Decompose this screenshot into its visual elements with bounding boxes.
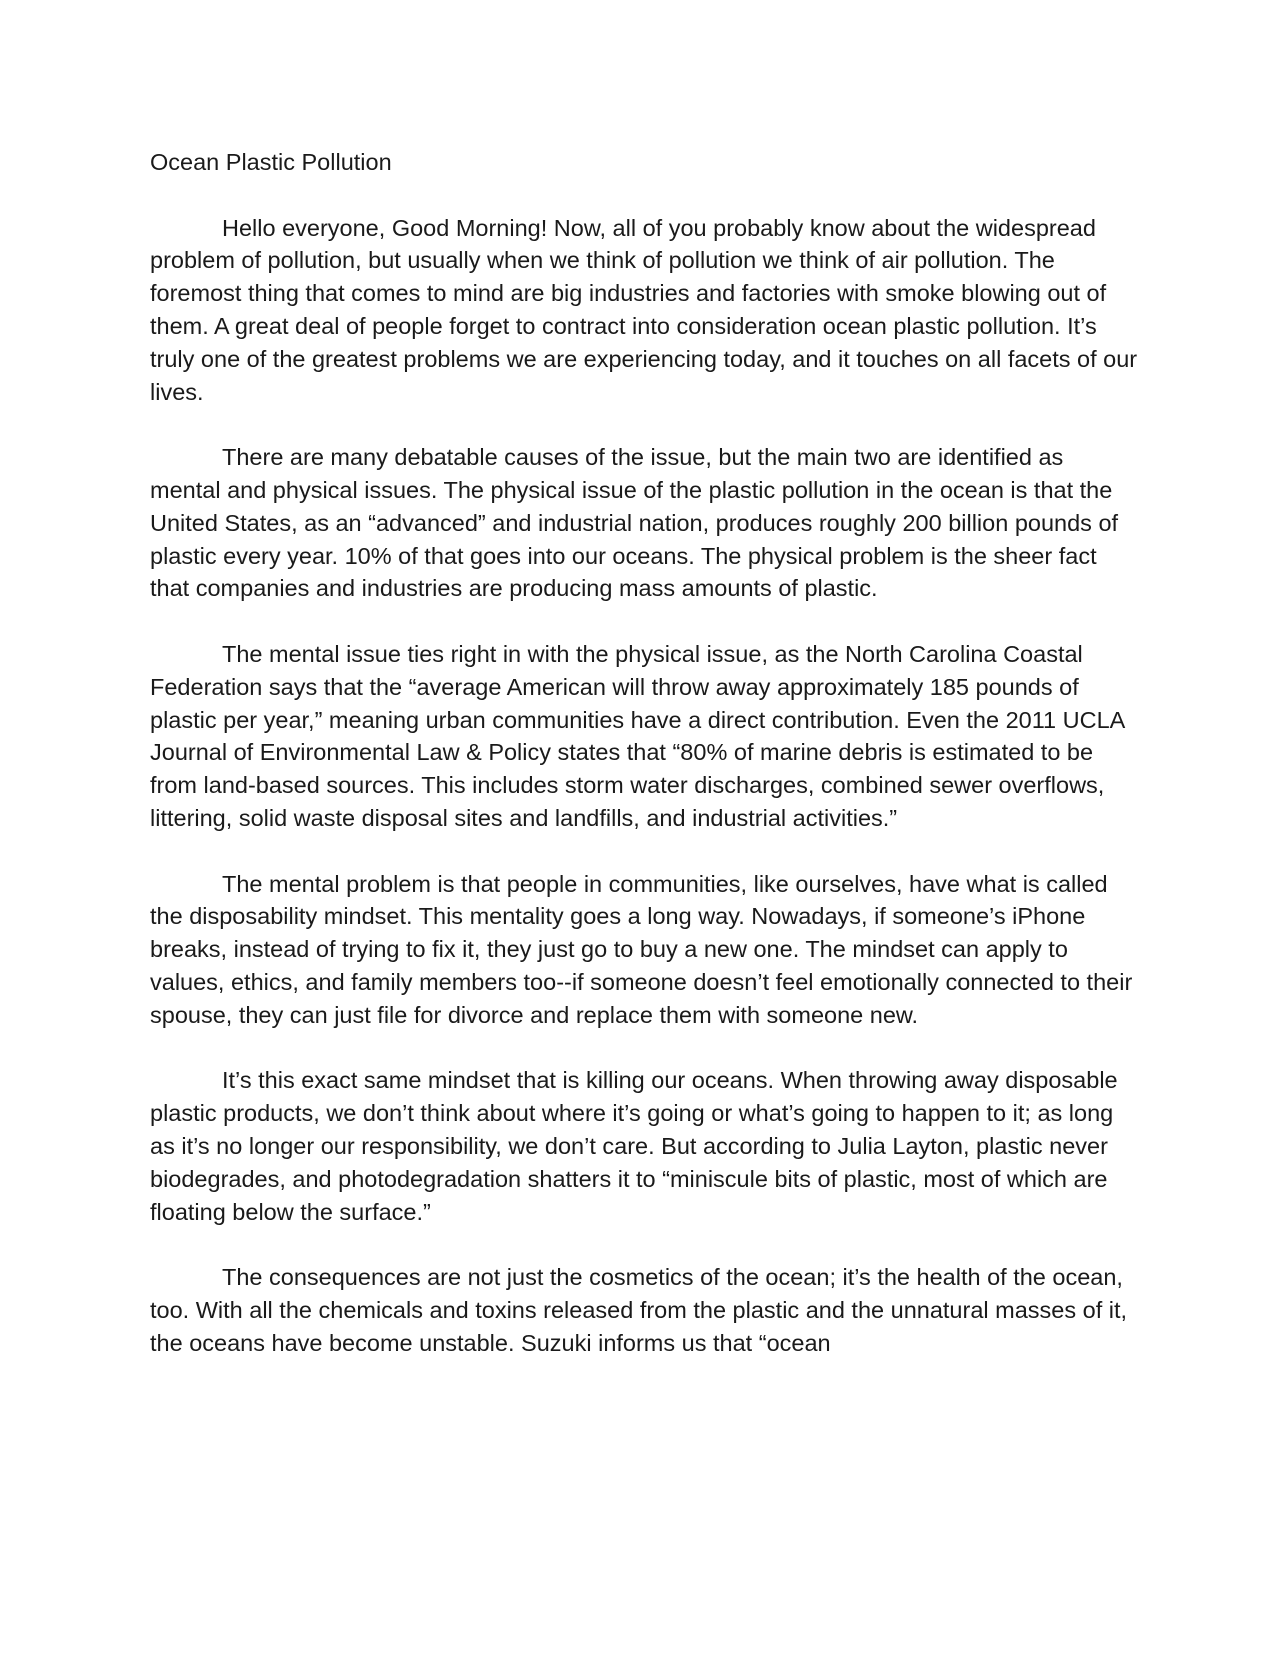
document-body (150, 146, 1140, 1359)
paragraph-2: There are many debatable causes of the issue, but the main two are identified as mental and physical issues. The physical issue of the plastic pollution in the ocean is that the United States, as an “advanced” and industrial nation, produces roughly 200 billion pounds of plastic every year. 10% of that goes into our oceans. The physical problem is the sheer fact that companies and industries are producing mass amounts of plastic. (150, 444, 1119, 602)
paragraph-3: The mental issue ties right in with the physical issue, as the North Carolina Coastal Federation says that the “average American will throw away approximately 185 pounds of plastic per year,” meaning urban communities have a direct contribution. Even the 2011 UCLA Journal of Environmental Law & Policy states that “80% of marine debris is estimated to be from land-based sources. This includes storm water discharges, combined sewer overflows, littering, solid waste disposal sites and landfills, and industrial activities.” (150, 640, 1125, 831)
paragraph-1: Hello everyone, Good Morning! Now, all of you probably know about the widespread problem of pollution, but usually when we think of pollution we think of air pollution. The foremost thing that comes to mind are big industries and factories with smoke blowing out of them. A great deal of people forget to contract into consideration ocean plastic pollution. It’s truly one of the greatest problems we are experiencing today, and it touches on all facets of our lives. (150, 214, 1138, 405)
paragraph-6: The consequences are not just the cosmetics of the ocean; it’s the health of the ocean, too. With all the chemicals and toxins released from the plastic and the unnatural masses of it, the oceans have become unstable. Suzuki informs us that “ocean (150, 1264, 1128, 1356)
paragraph-5: It’s this exact same mindset that is killing our oceans. When throwing away disposable plastic products, we don’t think about where it’s going or what’s going to happen to it; as long as it’s no longer our responsibility, we don’t care. But according to Julia Layton, plastic never biodegrades, and photodegradation shatters it to “miniscule bits of plastic, most of which are floating below the surface.” (150, 1067, 1118, 1225)
paragraph-4: The mental problem is that people in communities, like ourselves, have what is called the disposability mindset. This mentality goes a long way. Nowadays, if someone’s iPhone breaks, instead of trying to fix it, they just go to buy a new one. The mindset can apply to values, ethics, and family members too--if someone doesn’t feel emotionally connected to their spouse, they can just file for divorce and replace them with someone new. (150, 870, 1133, 1028)
document-title: Ocean Plastic Pollution (150, 149, 392, 175)
